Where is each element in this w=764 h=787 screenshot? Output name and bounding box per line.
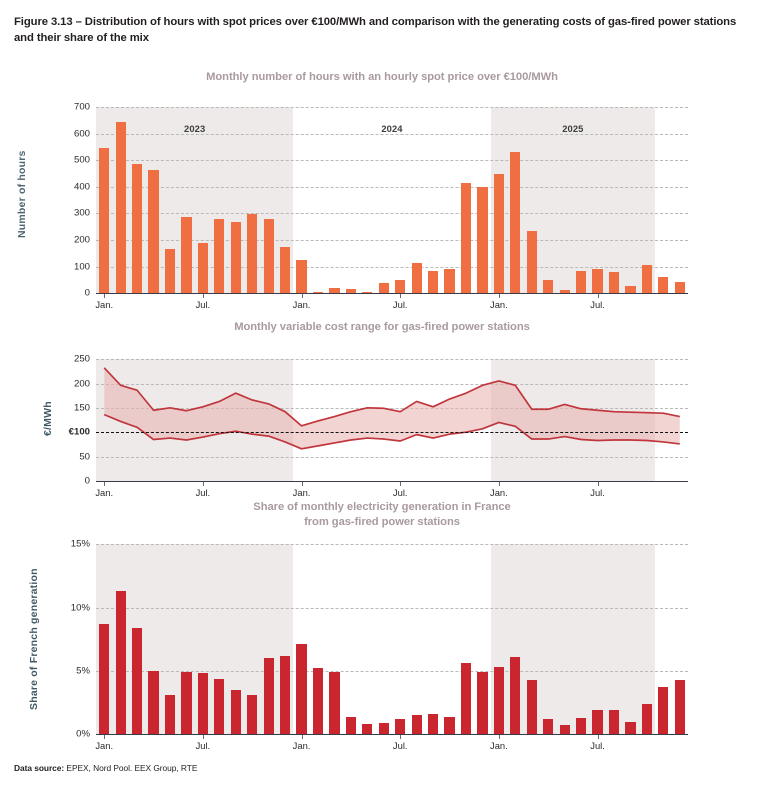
bar — [247, 695, 257, 734]
x-axis-tick-label: Jan. — [95, 740, 114, 752]
bar — [625, 722, 635, 735]
x-axis-tick-label: Jan. — [490, 740, 508, 752]
bar — [165, 695, 175, 734]
y-axis-tick-label: 200 — [73, 378, 90, 389]
bar — [576, 271, 586, 294]
bar — [675, 680, 685, 734]
y-axis-tick-label: 700 — [73, 101, 90, 113]
bar — [264, 658, 274, 734]
y-axis-tick-label: 250 — [73, 353, 90, 365]
x-axis-tick-label: Jul. — [392, 299, 408, 311]
bar — [379, 723, 389, 734]
bar — [510, 152, 520, 293]
threshold-line-100 — [96, 432, 688, 433]
bar — [510, 657, 520, 734]
bar — [395, 280, 405, 293]
bar — [346, 717, 356, 735]
bar — [247, 214, 257, 293]
x-axis-tick-mark — [104, 735, 105, 739]
figure-caption: Figure 3.13 – Distribution of hours with spot prices over €100/MWh and comparison with the generating costs of gas-fired power stations and their share of the mix — [14, 16, 737, 45]
x-axis-tick-mark — [203, 294, 204, 298]
bar — [280, 656, 290, 735]
bar — [642, 704, 652, 734]
bar — [543, 719, 553, 734]
y-axis-tick-label: 500 — [73, 154, 90, 166]
gridline — [96, 187, 688, 188]
bar — [461, 183, 471, 293]
x-axis-line — [96, 481, 688, 482]
bar — [165, 249, 175, 293]
gridline — [96, 107, 688, 108]
bar — [181, 217, 191, 293]
bar — [658, 277, 668, 293]
y-axis-label-cost: €/MWh — [42, 401, 54, 437]
y-axis-tick-label: 5% — [76, 665, 90, 677]
bar — [99, 624, 109, 734]
bar — [428, 271, 438, 294]
x-axis-tick-label: Jul. — [590, 299, 605, 311]
x-axis-tick-mark — [302, 482, 303, 486]
bar — [625, 286, 635, 293]
bar — [609, 710, 619, 734]
bar — [477, 187, 487, 293]
gridline — [96, 134, 688, 135]
x-axis-tick-mark — [302, 735, 303, 739]
y-axis-tick-label: 50 — [79, 451, 90, 463]
cost-range-area — [96, 359, 688, 481]
plot-area-share — [70, 538, 688, 752]
panel-hours-over-100 — [0, 70, 764, 310]
x-axis-tick-mark — [104, 482, 105, 486]
gridline — [96, 544, 688, 545]
bar — [592, 710, 602, 734]
x-axis-tick-label: Jan. — [292, 487, 311, 499]
bar — [675, 282, 685, 293]
bar — [560, 725, 570, 734]
x-axis-tick-label: Jul. — [392, 487, 408, 499]
range-fill — [104, 368, 680, 449]
bar — [379, 283, 389, 293]
y-axis-tick-label: 0 — [84, 475, 90, 487]
x-axis-tick-mark — [499, 294, 500, 298]
x-axis-tick-mark — [104, 294, 105, 298]
bar — [527, 680, 537, 734]
x-axis-tick-mark — [499, 735, 500, 739]
year-band-label-2025: 2025 — [562, 123, 584, 135]
x-axis-tick-label: Jul. — [195, 299, 211, 311]
bar — [329, 672, 339, 734]
x-axis-tick-label: Jul. — [590, 487, 605, 499]
x-axis-tick-label: Jan. — [95, 299, 114, 311]
data-source-note — [14, 763, 197, 773]
bar — [428, 714, 438, 734]
bar — [444, 269, 454, 293]
x-axis-tick-mark — [400, 735, 401, 739]
y-axis-tick-label: 0% — [76, 728, 90, 740]
bar — [477, 672, 487, 734]
y-axis-tick-label: 300 — [73, 207, 90, 219]
bar — [296, 644, 306, 734]
x-axis-tick-mark — [302, 294, 303, 298]
bar — [264, 219, 274, 293]
bar — [543, 280, 553, 293]
x-axis-tick-mark — [598, 294, 599, 298]
bar — [132, 628, 142, 734]
data-source-value: EPEX, Nord Pool. EEX Group, RTE — [64, 763, 198, 773]
gridline — [96, 608, 688, 609]
bar — [592, 269, 602, 293]
gridline — [96, 213, 688, 214]
bar — [296, 260, 306, 293]
bar — [395, 719, 405, 734]
bar — [280, 247, 290, 294]
bar — [444, 717, 454, 735]
x-axis-tick-label: Jan. — [95, 487, 114, 499]
x-axis-tick-label: Jul. — [392, 740, 408, 752]
x-axis-tick-mark — [598, 482, 599, 486]
bar — [412, 715, 422, 734]
y-axis-tick-label: €100 — [68, 426, 90, 438]
y-axis-tick-label: 10% — [70, 602, 90, 614]
year-band-label-2024: 2024 — [381, 123, 403, 135]
bar — [116, 122, 126, 293]
plot-area-cost — [68, 353, 688, 499]
bar — [461, 663, 471, 734]
y-axis-label-share: Share of French generation — [28, 568, 40, 711]
panel-share-generation — [0, 500, 764, 752]
bar — [148, 170, 158, 293]
x-axis-tick-label: Jan. — [490, 299, 508, 311]
x-axis-line — [96, 734, 688, 735]
y-axis-tick-label: 200 — [73, 234, 90, 246]
y-axis-tick-label: 0 — [84, 287, 90, 299]
bar — [527, 231, 537, 293]
bar — [99, 148, 109, 294]
x-axis-tick-mark — [203, 482, 204, 486]
gridline — [96, 160, 688, 161]
chart-title-cost: Monthly variable cost range for gas-fired power stations — [234, 321, 530, 333]
plot-wrap-hours — [0, 85, 764, 310]
x-axis-line — [96, 293, 688, 294]
plot-area-hours — [73, 101, 688, 311]
x-axis-tick-label: Jan. — [292, 299, 311, 311]
data-source-label: Data source: — [14, 763, 65, 773]
bar — [214, 679, 224, 735]
plot-wrap-share — [0, 530, 764, 752]
y-axis-tick-label: 600 — [73, 128, 90, 140]
bar — [116, 591, 126, 734]
x-axis-tick-label: Jul. — [195, 487, 211, 499]
y-axis-label-hours: Number of hours — [16, 150, 28, 239]
bar — [214, 219, 224, 293]
chart-title-share-line2: from gas-fired power stations — [304, 516, 460, 529]
bar — [198, 243, 208, 293]
x-axis-tick-label: Jul. — [195, 740, 211, 752]
chart-title-hours: Monthly number of hours with an hourly spot price over €100/MWh — [206, 71, 558, 83]
bar — [494, 667, 504, 734]
y-axis-tick-label: 400 — [73, 181, 90, 193]
chart-title-share-line1: Share of monthly electricity generation in France — [253, 501, 511, 513]
bar — [494, 174, 504, 293]
bar — [362, 724, 372, 734]
bar — [181, 672, 191, 734]
y-axis-tick-label: 100 — [73, 261, 90, 273]
bar — [198, 673, 208, 734]
panel-variable-cost — [0, 320, 764, 500]
bar — [412, 263, 422, 293]
year-band-label-2023: 2023 — [184, 123, 206, 135]
x-axis-tick-mark — [203, 735, 204, 739]
x-axis-tick-label: Jan. — [490, 487, 508, 499]
bar — [231, 690, 241, 734]
x-axis-tick-mark — [598, 735, 599, 739]
bar — [576, 718, 586, 734]
bar — [642, 265, 652, 293]
x-axis-tick-mark — [499, 482, 500, 486]
x-axis-tick-mark — [400, 482, 401, 486]
plot-wrap-cost — [0, 335, 764, 500]
x-axis-tick-label: Jul. — [590, 740, 605, 752]
bar — [132, 164, 142, 293]
bar — [658, 687, 668, 734]
x-axis-tick-label: Jan. — [292, 740, 311, 752]
x-axis-tick-mark — [400, 294, 401, 298]
y-axis-tick-label: 15% — [70, 538, 90, 550]
bar — [609, 272, 619, 293]
bar — [313, 668, 323, 734]
bar — [231, 222, 241, 293]
y-axis-tick-label: 150 — [73, 402, 90, 414]
bar — [148, 671, 158, 734]
